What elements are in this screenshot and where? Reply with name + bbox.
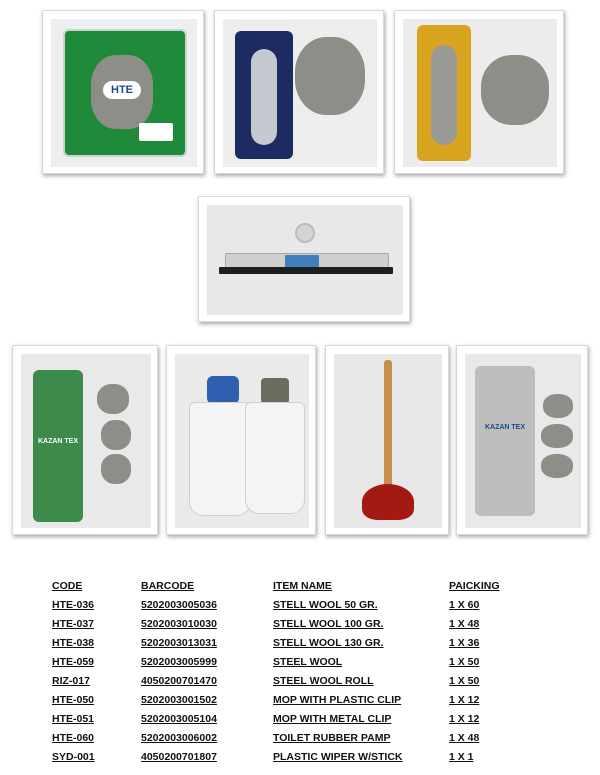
- cell-packing: 1 X 50: [449, 674, 480, 687]
- cell-item-name: STELL WOOL 50 GR.: [273, 598, 378, 611]
- table-row: [52, 595, 509, 614]
- cell-code: HTE-059: [52, 655, 95, 668]
- header-barcode: BARCODE: [141, 579, 195, 592]
- steel-wool-pad: [541, 454, 573, 478]
- cell-barcode: 5202003005999: [141, 655, 217, 668]
- product-photo-steel-wool-130: [394, 10, 564, 174]
- cell-item-name: STEEL WOOL ROLL: [273, 674, 374, 687]
- cell-code: HTE-038: [52, 636, 95, 649]
- cell-item-name: PLASTIC WIPER W/STICK: [273, 750, 403, 763]
- cell-barcode: 5202003001502: [141, 693, 217, 706]
- table-row: [52, 747, 509, 766]
- kazan-tex-label: KAZAN TEX: [37, 438, 79, 445]
- plunger-cup: [362, 484, 414, 520]
- header-item-name: ITEM NAME: [273, 579, 332, 592]
- steel-wool-ball: [101, 454, 131, 484]
- table-row: [52, 728, 509, 747]
- cell-code: RIZ-017: [52, 674, 90, 687]
- package-window: [431, 45, 457, 145]
- steel-wool-pad: [541, 424, 573, 448]
- cell-code: HTE-051: [52, 712, 95, 725]
- product-photo-mops: [166, 345, 316, 535]
- steel-wool-pad: [543, 394, 573, 418]
- mop-plastic-clip: [207, 376, 239, 404]
- barcode-sticker: [139, 123, 173, 141]
- cell-item-name: MOP WITH METAL CLIP: [273, 712, 392, 725]
- package-window: [251, 49, 277, 145]
- product-photo-toilet-plunger: [325, 345, 449, 535]
- cell-barcode: 4050200701807: [141, 750, 217, 763]
- cell-item-name: STELL WOOL 100 GR.: [273, 617, 384, 630]
- roll-package: [33, 370, 83, 522]
- product-photo-plastic-wiper: [198, 196, 410, 322]
- cell-packing: 1 X 48: [449, 731, 480, 744]
- product-photo-steel-wool-100: [214, 10, 384, 174]
- wiper-handle-clip: [295, 223, 315, 243]
- cell-code: HTE-050: [52, 693, 95, 706]
- steel-wool-ball: [97, 384, 129, 414]
- cell-packing: 1 X 12: [449, 693, 480, 706]
- product-photo-steel-wool: [456, 345, 588, 535]
- cell-barcode: 4050200701470: [141, 674, 217, 687]
- steel-wool-pad: [481, 55, 549, 125]
- table-row: [52, 671, 509, 690]
- table-row: [52, 690, 509, 709]
- cell-barcode: 5202003010030: [141, 617, 217, 630]
- mop-metal-clip: [261, 378, 289, 404]
- cell-code: SYD-001: [52, 750, 95, 763]
- products-table: [52, 576, 509, 766]
- cell-item-name: STELL WOOL 130 GR.: [273, 636, 384, 649]
- table-row: [52, 614, 509, 633]
- cell-packing: 1 X 36: [449, 636, 480, 649]
- cell-barcode: 5202003005036: [141, 598, 217, 611]
- cell-barcode: 5202003006002: [141, 731, 217, 744]
- plunger-handle: [384, 360, 392, 490]
- header-packing: PAICKING: [449, 579, 500, 592]
- product-photo-steel-wool-50: [42, 10, 204, 174]
- table-row: [52, 709, 509, 728]
- cell-code: HTE-036: [52, 598, 95, 611]
- mop-strands: [245, 402, 305, 514]
- table-row: [52, 633, 509, 652]
- cell-packing: 1 X 50: [449, 655, 480, 668]
- cell-packing: 1 X 12: [449, 712, 480, 725]
- wiper-rubber-blade: [219, 267, 393, 274]
- kazan-tex-label: KAZAN TEX: [484, 424, 526, 431]
- cell-barcode: 5202003005104: [141, 712, 217, 725]
- cell-item-name: MOP WITH PLASTIC CLIP: [273, 693, 402, 706]
- cell-packing: 1 X 48: [449, 617, 480, 630]
- steel-wool-pad: [295, 37, 365, 115]
- cell-packing: 1 X 1: [449, 750, 474, 763]
- mop-strands: [189, 402, 251, 516]
- cell-code: HTE-037: [52, 617, 95, 630]
- steel-wool-ball: [101, 420, 131, 450]
- cell-packing: 1 X 60: [449, 598, 480, 611]
- steel-wool-package: [475, 366, 535, 516]
- table-header-row: [52, 576, 509, 595]
- product-photo-steel-wool-roll: [12, 345, 158, 535]
- cell-barcode: 5202003013031: [141, 636, 217, 649]
- wiper-label: [285, 255, 319, 267]
- table-row: [52, 652, 509, 671]
- cell-item-name: TOILET RUBBER PAMP: [273, 731, 391, 744]
- cell-item-name: STEEL WOOL: [273, 655, 343, 668]
- hte-logo: HTE: [103, 81, 141, 99]
- cell-code: HTE-060: [52, 731, 95, 744]
- header-code: CODE: [52, 579, 83, 592]
